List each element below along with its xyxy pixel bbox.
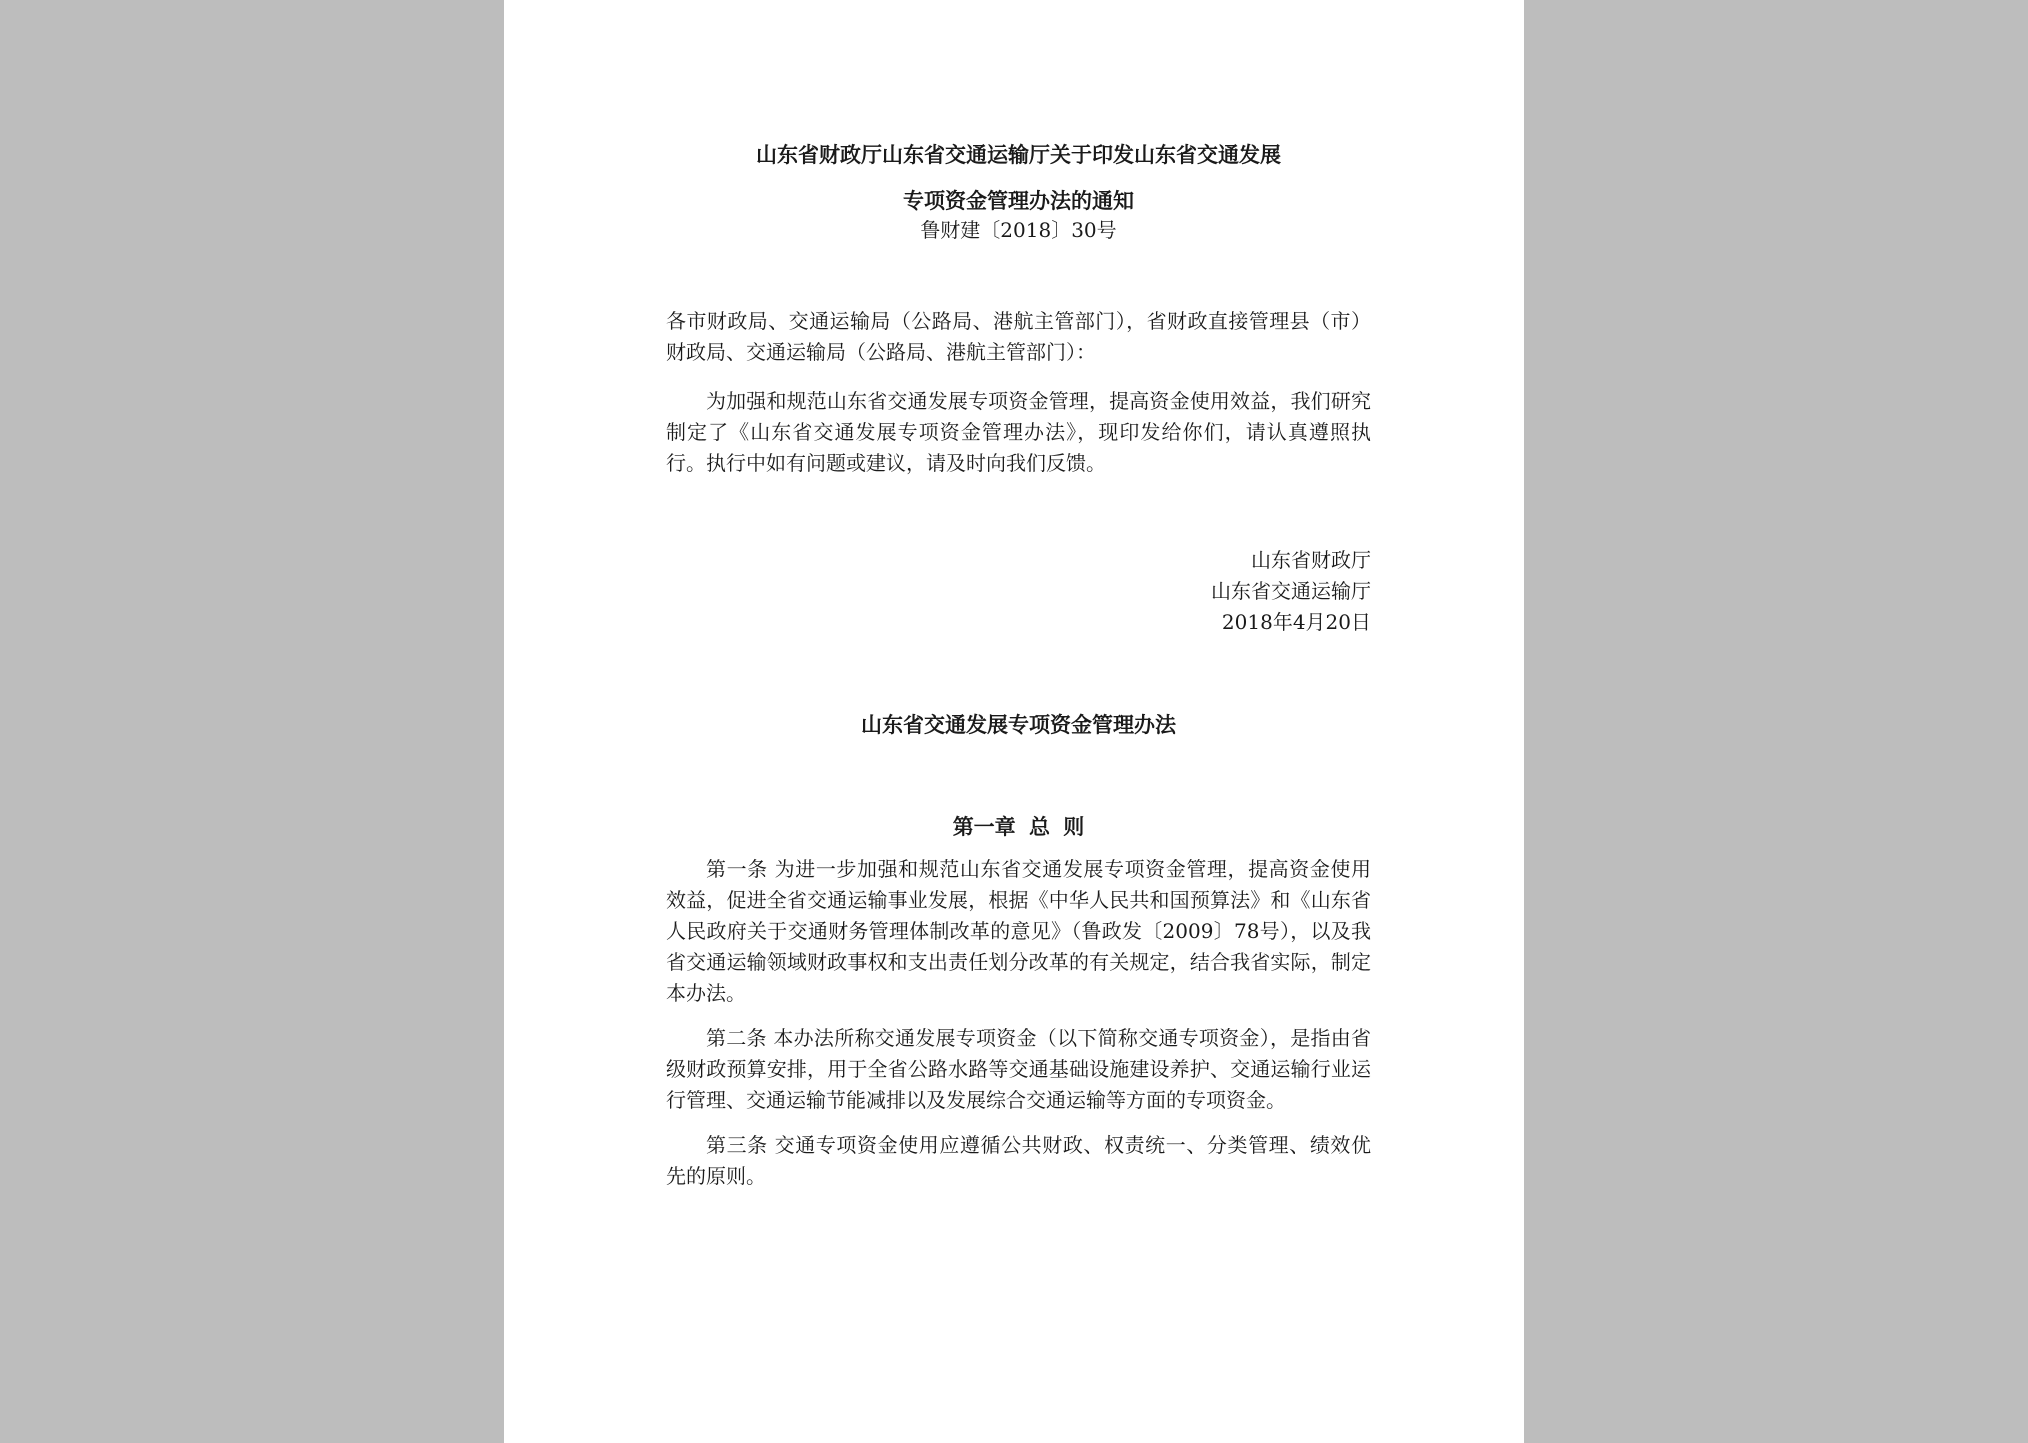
article-2: 第二条 本办法所称交通发展专项资金（以下简称交通专项资金），是指由省级财政预算安排，用于全省公路水路等交通基础设施建设养护、交通运输行业运行管理、交通运输节能减排以及发展综合交通运输等方面的专项资金。 [666, 1026, 1371, 1112]
article-1: 第一条 为进一步加强和规范山东省交通发展专项资金管理，提高资金使用效益，促进全省交通运输事业发展，根据《中华人民共和国预算法》和《山东省人民政府关于交通财务管理体制改革的意见》（鲁政发〔2009〕78号），以及我省交通运输领域财政事权和支出责任划分改革的有关规定，结合我省实际，制定本办法。 [666, 857, 1371, 1005]
signature-date: 2018年4月20日 [1221, 610, 1371, 634]
notice-title-line-1: 山东省财政厅山东省交通运输厅关于印发山东省交通发展 [756, 142, 1281, 167]
notice-title-line-2: 专项资金管理办法的通知 [903, 188, 1134, 213]
signature-transport-department: 山东省交通运输厅 [1211, 579, 1371, 603]
notice-body-paragraph: 为加强和规范山东省交通发展专项资金管理，提高资金使用效益，我们研究制定了《山东省交通发展专项资金管理办法》，现印发给你们，请认真遵照执行。执行中如有问题或建议，请及时向我们反馈。 [666, 389, 1371, 475]
document-number: 鲁财建〔2018〕30号 [920, 218, 1117, 242]
signature-finance-department: 山东省财政厅 [1251, 548, 1371, 572]
document-page [504, 0, 1524, 1443]
article-3: 第三条 交通专项资金使用应遵循公共财政、权责统一、分类管理、绩效优先的原则。 [666, 1133, 1371, 1188]
addressee-paragraph: 各市财政局、交通运输局（公路局、港航主管部门），省财政直接管理县（市）财政局、交通运输局（公路局、港航主管部门）： [666, 309, 1371, 364]
measures-title: 山东省交通发展专项资金管理办法 [861, 712, 1176, 737]
page-content [666, 140, 1371, 1192]
signature-block [666, 545, 1371, 638]
chapter-title: 第一章 总 则 [952, 814, 1085, 839]
